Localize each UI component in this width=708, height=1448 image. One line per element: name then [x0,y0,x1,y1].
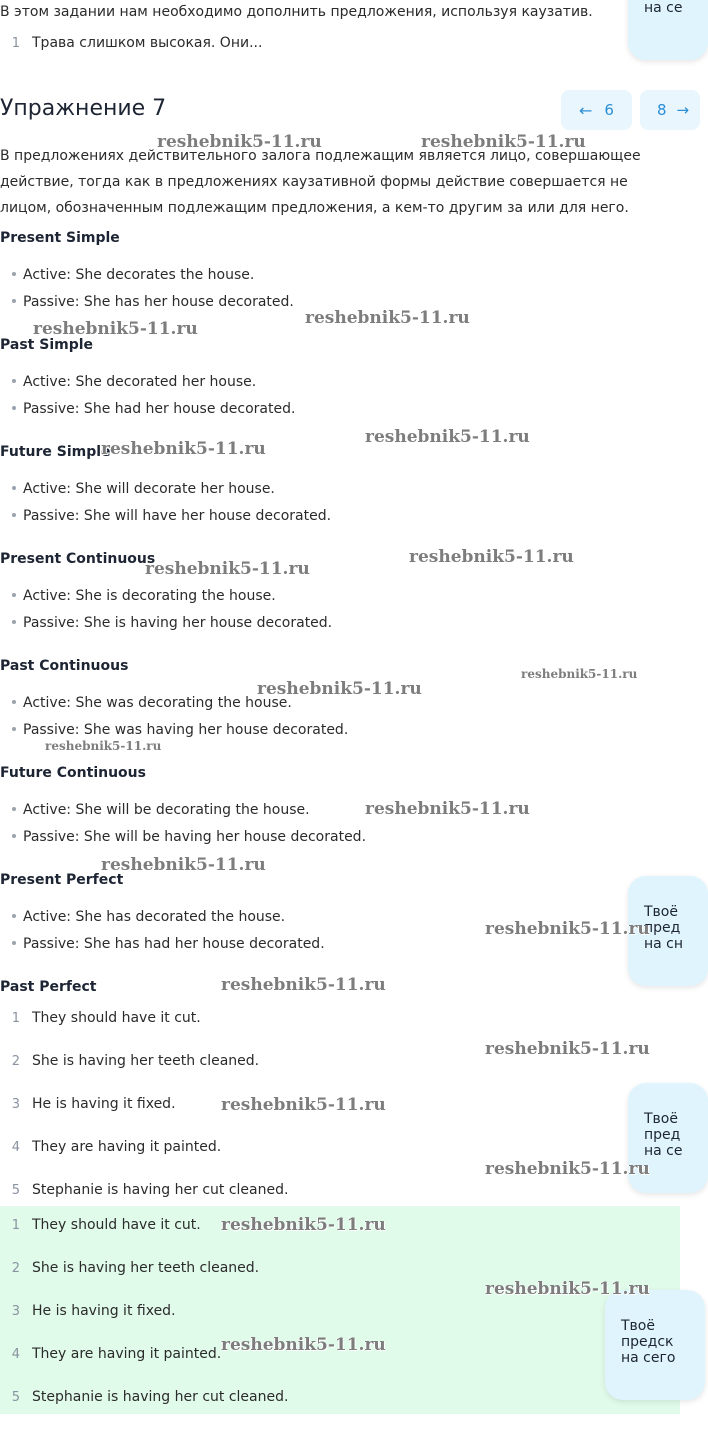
next-exercise-button[interactable] [640,90,700,130]
tense-heading: Present Continuous [0,551,156,567]
bullet-icon [12,700,16,704]
passive-example-text: Passive: She is having her house decorated. [23,615,333,631]
passive-example-text: Passive: She will have her house decorated. [23,508,332,524]
chat-bubble[interactable] [628,876,708,986]
watermark: reshebnik5-11.ru [221,1215,386,1235]
watermark: reshebnik5-11.ru [485,1039,650,1059]
arrow-left-icon: ← [579,100,593,120]
watermark: reshebnik5-11.ru [485,1279,650,1299]
item-number: 4 [11,1347,20,1362]
passive-example [12,401,295,417]
watermark: reshebnik5-11.ru [157,132,322,152]
bullet-icon [12,513,16,517]
tense-heading: Future Simple [0,444,111,460]
chat-bubble[interactable] [605,1290,705,1400]
tense-heading: Present Perfect [0,872,124,888]
passive-example [12,936,325,952]
tense-heading: Future Continuous [0,765,146,781]
chat-bubble-line: предск [621,1334,674,1350]
chat-bubble-line: на сего [621,1350,676,1366]
watermark: reshebnik5-11.ru [421,132,586,152]
passive-example [12,615,332,631]
answer-item [0,1389,288,1405]
watermark: reshebnik5-11.ru [101,439,266,459]
passive-example [12,829,366,845]
list-item [0,1096,176,1112]
passive-example-text: Passive: She will be having her house decorated. [23,829,367,845]
chat-bubble-line: пред [644,920,681,936]
bullet-icon [12,834,16,838]
chat-bubble-line: Твоё [644,1111,678,1127]
watermark: reshebnik5-11.ru [365,799,530,819]
item-number: 2 [11,1261,20,1276]
bullet-icon [12,941,16,945]
prev-exercise-number: 6 [604,101,614,119]
chat-bubble-line: Твоё [621,1318,655,1334]
watermark: reshebnik5-11.ru [305,308,470,328]
watermark: reshebnik5-11.ru [101,855,266,875]
item-text: They should have it cut. [32,1217,201,1233]
passive-example [12,294,294,310]
bullet-icon [12,620,16,624]
passive-example [12,722,348,738]
item-text: She is having her teeth cleaned. [32,1053,260,1069]
item-number: 1 [11,36,20,51]
watermark: reshebnik5-11.ru [221,975,386,995]
bullet-icon [12,406,16,410]
item-text: He is having it fixed. [32,1303,176,1319]
passive-example [12,508,331,524]
chat-bubble-line: на сн [644,936,684,952]
active-example-text: Active: She has decorated the house. [23,909,286,925]
list-item [0,1010,201,1026]
arrow-right-icon: → [676,101,690,119]
active-example-text: Active: She is decorating the house. [23,588,276,604]
item-number: 1 [11,1218,20,1233]
tense-heading: Present Simple [0,230,120,246]
item-text: They are having it painted. [32,1346,222,1362]
passive-example-text: Passive: She had her house decorated. [23,401,296,417]
watermark: reshebnik5-11.ru [365,427,530,447]
item-text: Stephanie is having her cut cleaned. [32,1389,289,1405]
active-example [12,267,254,283]
item-number: 2 [11,1054,20,1069]
active-example-text: Active: She decorated her house. [23,374,257,390]
watermark: reshebnik5-11.ru [485,919,650,939]
watermark: reshebnik5-11.ru [521,667,638,681]
item-number: 3 [11,1097,20,1112]
active-example-text: Active: She was decorating the house. [23,695,292,711]
next-exercise-number: 8 [657,101,667,119]
tense-heading: Past Continuous [0,658,129,674]
tense-heading: Past Perfect [0,979,97,995]
watermark: reshebnik5-11.ru [221,1095,386,1115]
passive-example-text: Passive: She was having her house decorated. [23,722,349,738]
tense-heading: Past Simple [0,337,94,353]
watermark: reshebnik5-11.ru [45,739,162,753]
chat-bubble[interactable] [628,1083,708,1193]
list-item [0,1182,288,1198]
active-example-text: Active: She will decorate her house. [23,481,275,497]
passive-example-text: Passive: She has had her house decorated. [23,936,325,952]
active-example-text: Active: She decorates the house. [23,267,255,283]
item-number: 5 [11,1390,20,1405]
bullet-icon [12,486,16,490]
chat-bubble-line: пред [644,1127,681,1143]
item-number: 3 [11,1304,20,1319]
item-text: Трава слишком высокая. Они... [32,35,263,51]
item-text: He is having it fixed. [32,1096,176,1112]
task-instruction: В этом задании нам необходимо дополнить предложения, используя каузатив. [0,4,593,20]
item-text: She is having her teeth cleaned. [32,1260,260,1276]
bullet-icon [12,299,16,303]
answer-item [0,1346,221,1362]
item-number: 4 [11,1140,20,1155]
passive-example-text: Passive: She has her house decorated. [23,294,294,310]
active-example [12,588,276,604]
active-example [12,374,256,390]
explanation-paragraph: В предложениях действительного залога подлежащим является лицо, совершающее действие, тогда как в предложениях каузативной формы действие совершается не лицом, обозначенным подлежащим предложения, а кем-то другим за или для него. [0,148,641,216]
chat-bubble-line: на се [644,1143,683,1159]
chat-bubble-text: на се [644,0,683,16]
item-number: 1 [11,1011,20,1026]
active-example-text: Active: She will be decorating the house. [23,802,310,818]
chat-bubble-line: Твоё [644,904,678,920]
prev-exercise-button[interactable] [561,90,632,130]
answer-item [0,1303,176,1319]
bullet-icon [12,379,16,383]
watermark: reshebnik5-11.ru [257,679,422,699]
exercise-title: Упражнение 7 [0,96,167,121]
bullet-icon [12,807,16,811]
prev-exercise-item [0,35,262,51]
watermark: reshebnik5-11.ru [409,547,574,567]
active-example [12,695,292,711]
active-example [12,481,275,497]
watermark: reshebnik5-11.ru [33,319,198,339]
bullet-icon [12,272,16,276]
item-text: They are having it painted. [32,1139,222,1155]
active-example [12,909,285,925]
bullet-icon [12,914,16,918]
watermark: reshebnik5-11.ru [485,1159,650,1179]
answer-item [0,1260,259,1276]
item-text: They should have it cut. [32,1010,201,1026]
list-item [0,1053,259,1069]
list-item [0,1139,221,1155]
bullet-icon [12,593,16,597]
bullet-icon [12,727,16,731]
watermark: reshebnik5-11.ru [145,559,310,579]
watermark: reshebnik5-11.ru [221,1335,386,1355]
chat-bubble[interactable] [628,0,708,60]
item-number: 5 [11,1183,20,1198]
active-example [12,802,310,818]
answer-item [0,1217,201,1233]
item-text: Stephanie is having her cut cleaned. [32,1182,289,1198]
